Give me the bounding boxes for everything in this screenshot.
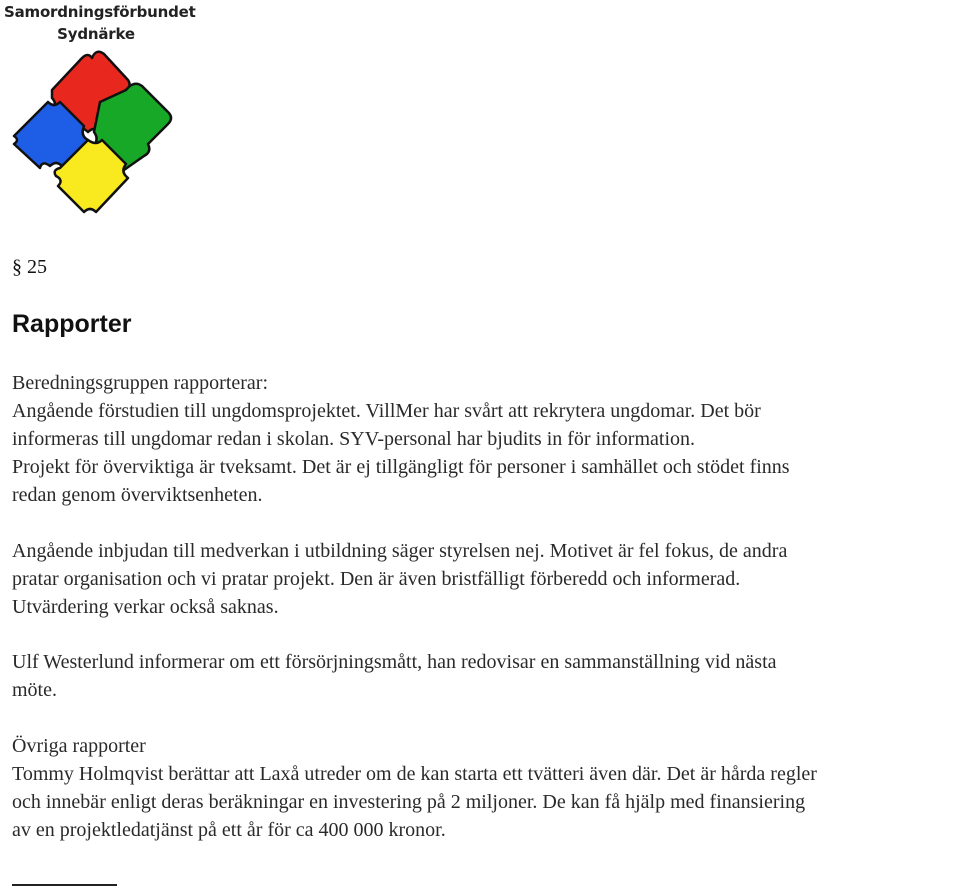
signature-line	[12, 884, 117, 886]
subheading: Övriga rapporter	[12, 735, 146, 757]
text-line: pratar organisation och vi pratar projekt. Den är även bristfälligt förberedd och informerad.	[12, 568, 741, 590]
paragraph-ovriga-rapporter	[12, 732, 957, 844]
organization-logo	[0, 0, 196, 218]
logo-subtitle: Sydnärke	[57, 25, 135, 43]
paragraph-beredningsgruppen	[12, 369, 957, 509]
paragraph-number: 25	[27, 256, 47, 278]
logo-title: Samordningsförbundet	[4, 3, 196, 21]
paragraph-symbol: §	[12, 256, 22, 278]
paragraph-westerlund	[12, 648, 957, 704]
text-line: Projekt för överviktiga är tveksamt. Det är ej tillgängligt för personer i samhället och stödet finns	[12, 456, 790, 478]
text-line: och innebär enligt deras beräkningar en investering på 2 miljoner. De kan få hjälp med finansiering	[12, 791, 806, 813]
paragraph-inbjudan	[12, 537, 957, 621]
page-title: Rapporter	[12, 310, 132, 338]
text-line: av en projektledatjänst på ett år för ca 400 000 kronor.	[12, 819, 446, 841]
text-line: redan genom överviktsenheten.	[12, 484, 263, 506]
puzzle-pieces-icon	[0, 40, 188, 218]
text-line: Utvärdering verkar också saknas.	[12, 596, 279, 618]
text-line: Angående förstudien till ungdomsprojektet. VillMer har svårt att rekrytera ungdomar. Det bör	[12, 400, 761, 422]
text-line: Ulf Westerlund informerar om ett försörjningsmått, han redovisar en sammanställning vid nästa	[12, 651, 777, 673]
text-line: Beredningsgruppen rapporterar:	[12, 372, 269, 394]
text-line: möte.	[12, 679, 57, 701]
text-line: Angående inbjudan till medverkan i utbildning säger styrelsen nej. Motivet är fel fokus, de andra	[12, 540, 788, 562]
section-number	[12, 256, 47, 279]
text-line: Tommy Holmqvist berättar att Laxå utreder om de kan starta ett tvätteri även där. Det är hårda regler	[12, 763, 817, 785]
text-line: informeras till ungdomar redan i skolan. SYV-personal har bjudits in för information.	[12, 428, 696, 450]
